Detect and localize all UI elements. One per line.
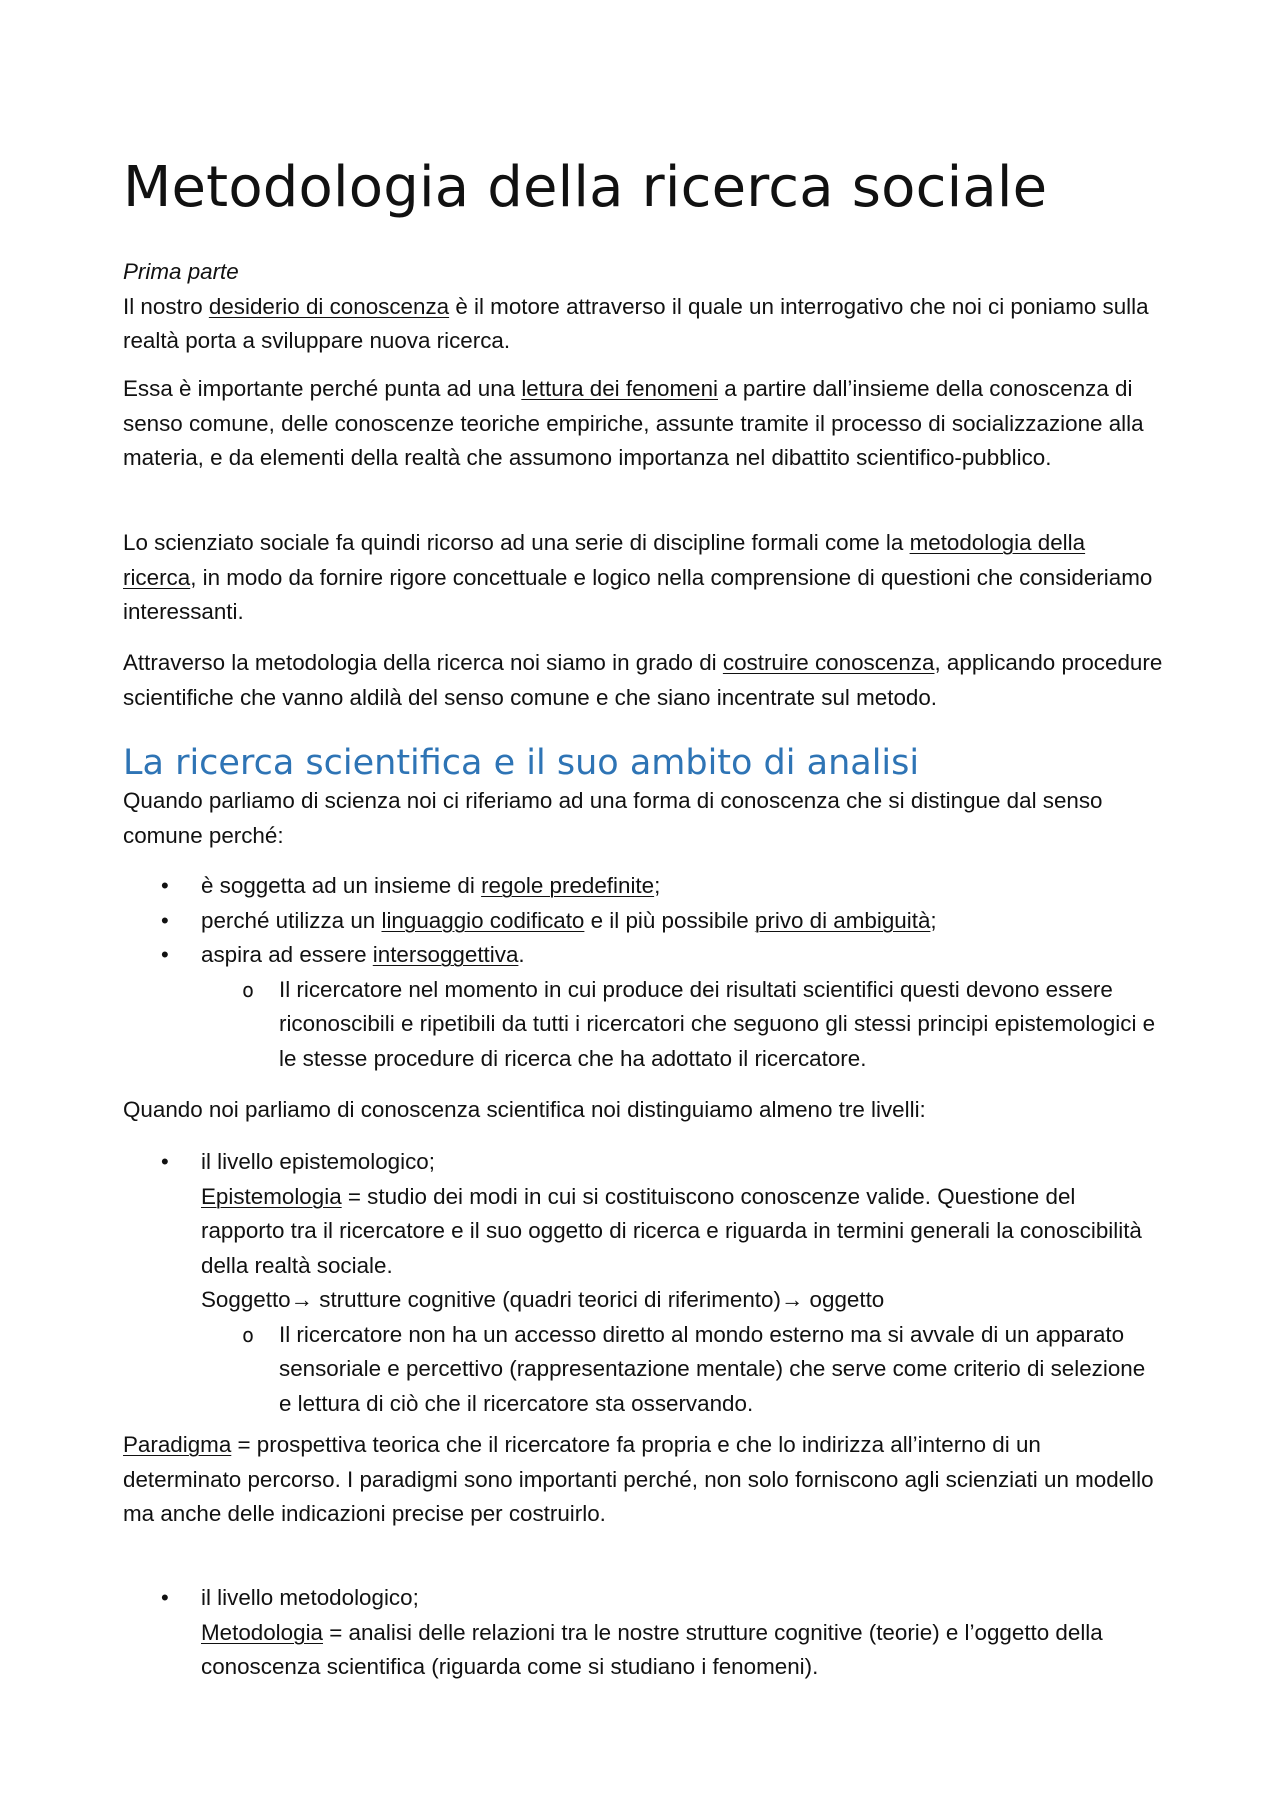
sub-list-item: o Il ricercatore nel momento in cui produce dei risultati scientifici questi devono essere riconoscibili e ripetibili da tutti i ricercatori che seguono gli stessi principi epistemologici e le stesse procedure di ricerca che ha adottato il ricercatore. xyxy=(123,973,1163,1077)
science-criteria-list xyxy=(123,869,1163,1076)
sub-list-item: o Il ricercatore non ha un accesso diretto al mondo esterno ma si avvale di un apparato sensoriale e percettivo (rappresentazione mentale) che serve come criterio di selezione e lettura di ciò che il ricercatore sta osservando. xyxy=(123,1318,1163,1422)
underlined-term: metodologia della ricerca xyxy=(123,530,1086,590)
list-item: • aspira ad essere intersoggettiva. xyxy=(123,938,1163,973)
section-paragraph-1: Quando parliamo di scienza noi ci riferiamo ad una forma di conoscenza che si distingue dal senso comune perché: xyxy=(123,788,1103,848)
section-subtitle: Prima parte xyxy=(123,259,239,284)
arrow-icon: → xyxy=(780,1287,804,1312)
page-title: Metodologia della ricerca sociale xyxy=(123,155,1048,220)
intro-paragraph-4: Attraverso la metodologia della ricerca noi siamo in grado di costruire conoscenza, applicando procedure scientifiche che vanno aldilà del senso comune e che siano incentrate sul metodo. xyxy=(123,650,1163,710)
intro-paragraph-2: Essa è importante perché punta ad una lettura dei fenomeni a partire dall’insieme della conoscenza di senso comune, delle conoscenze teoriche empiriche, assunte tramite il processo di socializzazione alla materia, e da elementi della realtà che assumono importanza nel dibattito scientifico-pubblico. xyxy=(123,376,1144,470)
methodological-level-list xyxy=(123,1581,1163,1685)
list-item: • è soggetta ad un insieme di regole predefinite; xyxy=(123,869,1163,904)
underlined-term: desiderio di conoscenza xyxy=(208,293,450,319)
underlined-term: lettura dei fenomeni xyxy=(521,376,718,401)
section-paragraph-2: Quando noi parliamo di conoscenza scientifica noi distinguiamo almeno tre livelli: xyxy=(123,1097,926,1122)
epistemological-level-list xyxy=(123,1145,1163,1421)
intro-paragraph-1 xyxy=(123,255,1163,359)
intro-text-1: Il nostro desiderio di conoscenza è il motore attraverso il quale un interrogativo che noi ci poniamo sulla realtà porta a sviluppare nuova ricerca. xyxy=(123,293,1149,353)
underlined-term: Paradigma xyxy=(123,1432,232,1457)
arrow-icon: → xyxy=(290,1287,314,1312)
section-heading: La ricerca scientifica e il suo ambito di analisi xyxy=(123,743,920,783)
list-item: • il livello metodologico; Metodologia = analisi delle relazioni tra le nostre strutture cognitive (teorie) e l’oggetto della conoscenza scientifica (riguarda come si studiano i fenomeni). xyxy=(123,1581,1163,1685)
underlined-term: costruire conoscenza xyxy=(722,650,935,675)
list-item: • il livello epistemologico; Epistemologia = studio dei modi in cui si costituiscono conoscenze valide. Questione del rapporto tra il ricercatore e il suo oggetto di ricerca e riguarda in termini generali la conoscibilità della realtà sociale. Soggetto→ strutture cognitive (quadri teorici di riferimento)→ oggetto xyxy=(123,1145,1163,1318)
paradigm-paragraph: Paradigma = prospettiva teorica che il ricercatore fa propria e che lo indirizza all’interno di un determinato percorso. I paradigmi sono importanti perché, non solo forniscono agli scienziati un modello ma anche delle indicazioni precise per costruirlo. xyxy=(123,1432,1154,1526)
intro-paragraph-3: Lo scienziato sociale fa quindi ricorso ad una serie di discipline formali come la metodologia della ricerca, in modo da fornire rigore concettuale e logico nella comprensione di questioni che consideriamo interessanti. xyxy=(123,530,1153,624)
list-item: • perché utilizza un linguaggio codificato e il più possibile privo di ambiguità; xyxy=(123,904,1163,939)
